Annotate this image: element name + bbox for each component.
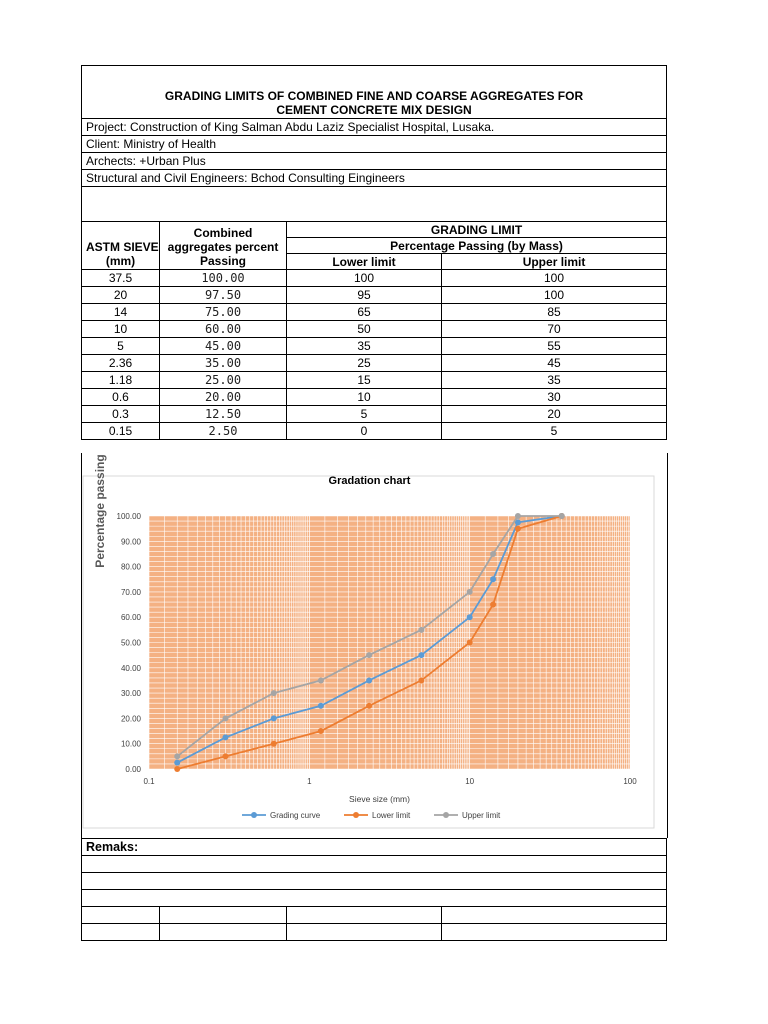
sieve-cell: 1.18 bbox=[82, 372, 160, 389]
legend-marker bbox=[443, 812, 449, 818]
signature-cell bbox=[287, 907, 442, 924]
signature-cell bbox=[442, 924, 667, 941]
sieve-cell: 10 bbox=[82, 321, 160, 338]
header-table bbox=[81, 65, 667, 440]
x-axis-label: Sieve size (mm) bbox=[349, 794, 410, 804]
combined-cell: 100.00 bbox=[160, 270, 287, 287]
remarks-line bbox=[82, 890, 667, 907]
combined-header-line-1: Combined bbox=[193, 226, 253, 240]
y-tick-label: 80.00 bbox=[120, 562, 141, 572]
project-line: Project: Construction of King Salman Abdu Laziz Specialist Hospital, Lusaka. bbox=[82, 119, 667, 136]
combined-cell: 45.00 bbox=[160, 338, 287, 355]
x-tick-label: 100 bbox=[623, 777, 637, 786]
sieve-cell: 20 bbox=[82, 287, 160, 304]
data-point bbox=[318, 703, 324, 709]
table-row bbox=[82, 321, 667, 338]
engineers-line: Structural and Civil Engineers: Bchod Consulting Eingineers bbox=[82, 170, 667, 187]
document-title bbox=[82, 66, 667, 119]
sieve-header-line-1: ASTM SIEVE bbox=[86, 240, 159, 254]
y-tick-label: 60.00 bbox=[120, 613, 141, 623]
data-point bbox=[559, 513, 565, 519]
data-point bbox=[418, 627, 424, 633]
table-row bbox=[82, 338, 667, 355]
remarks-table bbox=[81, 838, 667, 941]
percentage-passing-header: Percentage Passing (by Mass) bbox=[287, 238, 667, 254]
table-row bbox=[82, 355, 667, 372]
client-line: Client: Ministry of Health bbox=[82, 136, 667, 153]
data-point bbox=[366, 703, 372, 709]
lower-limit-cell: 65 bbox=[287, 304, 442, 321]
chart-area bbox=[81, 453, 668, 838]
remarks-line bbox=[82, 856, 667, 873]
signature-cell bbox=[160, 907, 287, 924]
data-point bbox=[222, 734, 228, 740]
remarks-section bbox=[81, 838, 666, 941]
upper-limit-cell: 30 bbox=[442, 389, 667, 406]
sieve-cell: 0.3 bbox=[82, 406, 160, 423]
table-row bbox=[82, 304, 667, 321]
data-point bbox=[271, 715, 277, 721]
sieve-cell: 37.5 bbox=[82, 270, 160, 287]
signature-cell bbox=[160, 924, 287, 941]
data-point bbox=[271, 690, 277, 696]
data-point bbox=[174, 753, 180, 759]
legend-marker bbox=[251, 812, 257, 818]
data-point bbox=[366, 652, 372, 658]
data-point bbox=[490, 576, 496, 582]
data-point bbox=[174, 760, 180, 766]
table-row bbox=[82, 372, 667, 389]
lower-limit-cell: 50 bbox=[287, 321, 442, 338]
combined-cell: 2.50 bbox=[160, 423, 287, 440]
table-row bbox=[82, 389, 667, 406]
data-point bbox=[467, 589, 473, 595]
sieve-cell: 0.15 bbox=[82, 423, 160, 440]
upper-limit-cell: 45 bbox=[442, 355, 667, 372]
table-row bbox=[82, 423, 667, 440]
data-point bbox=[515, 513, 521, 519]
combined-cell: 20.00 bbox=[160, 389, 287, 406]
data-point bbox=[366, 677, 372, 683]
lower-limit-cell: 10 bbox=[287, 389, 442, 406]
y-tick-label: 10.00 bbox=[120, 739, 141, 749]
upper-limit-cell: 70 bbox=[442, 321, 667, 338]
y-tick-label: 50.00 bbox=[120, 638, 141, 648]
combined-cell: 60.00 bbox=[160, 321, 287, 338]
chart-title: Gradation chart bbox=[328, 475, 411, 487]
y-tick-label: 70.00 bbox=[120, 587, 141, 597]
signature-cell bbox=[82, 907, 160, 924]
combined-cell: 12.50 bbox=[160, 406, 287, 423]
lower-limit-cell: 95 bbox=[287, 287, 442, 304]
data-point bbox=[490, 551, 496, 557]
data-point bbox=[222, 715, 228, 721]
x-tick-label: 0.1 bbox=[143, 777, 155, 786]
sieve-cell: 14 bbox=[82, 304, 160, 321]
upper-limit-header: Upper limit bbox=[442, 254, 667, 270]
upper-limit-cell: 100 bbox=[442, 270, 667, 287]
signature-cell bbox=[82, 924, 160, 941]
grading-limit-header: GRADING LIMIT bbox=[287, 222, 667, 238]
y-axis-label: Percentage passing bbox=[93, 454, 107, 568]
data-point bbox=[467, 614, 473, 620]
data-point bbox=[515, 526, 521, 532]
combined-cell: 75.00 bbox=[160, 304, 287, 321]
signature-cell bbox=[442, 907, 667, 924]
lower-limit-cell: 0 bbox=[287, 423, 442, 440]
combined-cell: 97.50 bbox=[160, 287, 287, 304]
data-point bbox=[467, 640, 473, 646]
data-point bbox=[318, 728, 324, 734]
remarks-line bbox=[82, 873, 667, 890]
lower-limit-cell: 5 bbox=[287, 406, 442, 423]
sieve-cell: 2.36 bbox=[82, 355, 160, 372]
combined-cell: 35.00 bbox=[160, 355, 287, 372]
upper-limit-cell: 55 bbox=[442, 338, 667, 355]
upper-limit-cell: 5 bbox=[442, 423, 667, 440]
upper-limit-cell: 35 bbox=[442, 372, 667, 389]
blank-row bbox=[82, 187, 667, 222]
lower-limit-cell: 100 bbox=[287, 270, 442, 287]
signature-cell bbox=[287, 924, 442, 941]
data-point bbox=[318, 677, 324, 683]
sieve-cell: 0.6 bbox=[82, 389, 160, 406]
y-tick-label: 20.00 bbox=[120, 714, 141, 724]
y-tick-label: 90.00 bbox=[120, 537, 141, 547]
grading-sheet bbox=[81, 65, 666, 440]
y-tick-label: 30.00 bbox=[120, 689, 141, 699]
sieve-cell: 5 bbox=[82, 338, 160, 355]
x-tick-label: 10 bbox=[465, 777, 475, 786]
data-point bbox=[174, 766, 180, 772]
lower-limit-cell: 35 bbox=[287, 338, 442, 355]
combined-cell: 25.00 bbox=[160, 372, 287, 389]
y-tick-label: 100.00 bbox=[116, 512, 141, 521]
y-tick-label: 0.00 bbox=[125, 765, 141, 774]
data-point bbox=[490, 602, 496, 608]
data-point bbox=[418, 652, 424, 658]
x-tick-label: 1 bbox=[307, 777, 312, 786]
table-row bbox=[82, 406, 667, 423]
data-point bbox=[271, 741, 277, 747]
table-row bbox=[82, 287, 667, 304]
data-point bbox=[222, 753, 228, 759]
legend-marker bbox=[353, 812, 359, 818]
title-line-2: CEMENT CONCRETE MIX DESIGN bbox=[276, 103, 472, 117]
sieve-column-header bbox=[82, 222, 160, 270]
gradation-chart bbox=[82, 453, 667, 838]
architects-line: Archects: +Urban Plus bbox=[82, 153, 667, 170]
combined-column-header bbox=[160, 222, 287, 270]
table-row bbox=[82, 270, 667, 287]
combined-header-line-2: aggregates percent bbox=[167, 240, 279, 254]
lower-limit-header: Lower limit bbox=[287, 254, 442, 270]
combined-header-line-3: Passing bbox=[199, 254, 247, 268]
data-point bbox=[418, 677, 424, 683]
sieve-header-line-2: (mm) bbox=[105, 254, 136, 268]
lower-limit-cell: 15 bbox=[287, 372, 442, 389]
upper-limit-cell: 20 bbox=[442, 406, 667, 423]
legend-label: Grading curve bbox=[270, 811, 321, 820]
y-tick-label: 40.00 bbox=[120, 663, 141, 673]
lower-limit-cell: 25 bbox=[287, 355, 442, 372]
legend-label: Upper limit bbox=[462, 811, 501, 820]
legend-label: Lower limit bbox=[372, 811, 411, 820]
title-line-1: GRADING LIMITS OF COMBINED FINE AND COARSE AGGREGATES FOR bbox=[164, 89, 584, 103]
upper-limit-cell: 100 bbox=[442, 287, 667, 304]
upper-limit-cell: 85 bbox=[442, 304, 667, 321]
remarks-label: Remaks: bbox=[82, 839, 667, 856]
